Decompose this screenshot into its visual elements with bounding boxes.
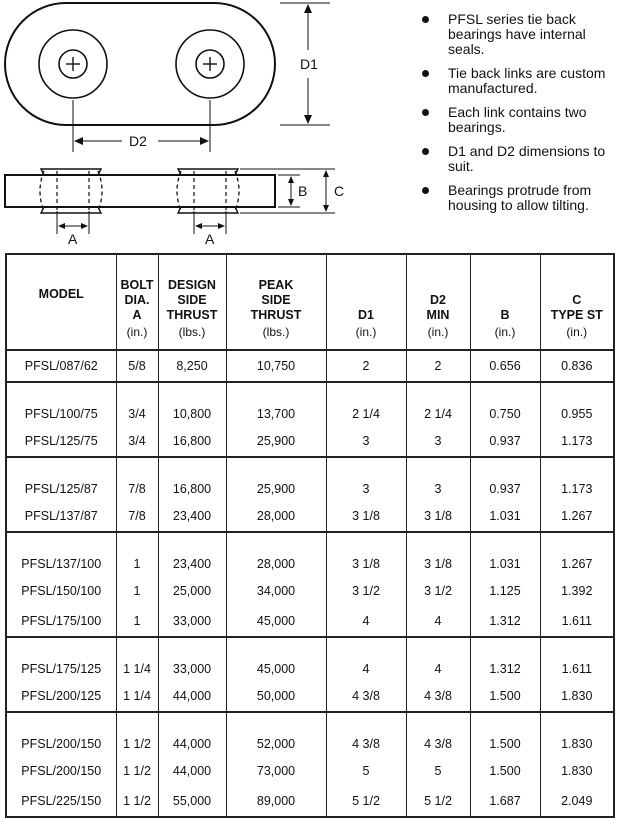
column-header (406, 254, 470, 323)
table-cell: 0.656 (470, 350, 540, 382)
table-cell: PFSL/200/125 (6, 681, 116, 712)
note-item (418, 12, 618, 57)
a-label-left: A (68, 231, 78, 247)
unit-cell (6, 323, 116, 350)
table-cell: 1 (116, 576, 158, 606)
table-row (6, 426, 614, 457)
table-cell: 45,000 (226, 606, 326, 637)
table-cell: 1 1/4 (116, 637, 158, 681)
table-cell: PFSL/137/87 (6, 501, 116, 532)
table-cell: 4 (406, 637, 470, 681)
a-dimension-right (194, 211, 226, 247)
link-side-view (5, 169, 275, 213)
table-cell: 0.836 (540, 350, 614, 382)
column-header-line: THRUST (250, 308, 302, 322)
column-header (540, 254, 614, 323)
table-cell: 2 1/4 (406, 382, 470, 426)
table-cell: 25,000 (158, 576, 226, 606)
unit-cell: (lbs.) (158, 323, 226, 350)
table-cell: 33,000 (158, 606, 226, 637)
column-header (6, 254, 116, 323)
table-cell: 52,000 (226, 712, 326, 756)
table-cell: 3/4 (116, 426, 158, 457)
table-cell: 1.830 (540, 756, 614, 786)
table-cell: 8,250 (158, 350, 226, 382)
table-cell: 1.312 (470, 606, 540, 637)
table-cell: 44,000 (158, 681, 226, 712)
table-cell: PFSL/150/100 (6, 576, 116, 606)
table-row (6, 350, 614, 382)
unit-cell: (in.) (406, 323, 470, 350)
table-row (6, 457, 614, 501)
table-header-row (6, 254, 614, 323)
table-cell: 3 (406, 457, 470, 501)
table-cell: PFSL/175/100 (6, 606, 116, 637)
bullet-icon (422, 16, 429, 23)
table-cell: PFSL/125/87 (6, 457, 116, 501)
table-cell: 3 1/2 (326, 576, 406, 606)
column-header (326, 254, 406, 323)
note-text: Each link contains two bearings. (448, 104, 587, 135)
table-cell: 28,000 (226, 501, 326, 532)
table-cell: PFSL/200/150 (6, 712, 116, 756)
link-top-view (5, 3, 275, 125)
table-cell: 1 1/4 (116, 681, 158, 712)
unit-cell: (in.) (326, 323, 406, 350)
column-header-line: C (572, 293, 582, 307)
specs-table (5, 253, 615, 818)
table-row (6, 756, 614, 786)
table-cell: 3 (326, 426, 406, 457)
table-cell: 4 3/8 (406, 712, 470, 756)
column-header-line: B (500, 308, 510, 322)
note-item (418, 66, 618, 96)
table-cell: 1.830 (540, 681, 614, 712)
table-cell: 1 (116, 606, 158, 637)
column-header (116, 254, 158, 323)
table-cell: 5 1/2 (326, 786, 406, 817)
table-cell: 89,000 (226, 786, 326, 817)
table-cell: 5 (326, 756, 406, 786)
table-cell: 5/8 (116, 350, 158, 382)
b-dimension (278, 175, 307, 207)
table-cell: 1.173 (540, 426, 614, 457)
table-row (6, 786, 614, 817)
table-row (6, 501, 614, 532)
table-cell: 4 3/8 (326, 681, 406, 712)
table-cell: 10,800 (158, 382, 226, 426)
column-header-line: DIA. (124, 293, 150, 307)
table-cell: 1.267 (540, 532, 614, 576)
table-cell: 23,400 (158, 501, 226, 532)
table-cell: 4 (406, 606, 470, 637)
table-row (6, 712, 614, 756)
d2-label: D2 (129, 133, 147, 149)
table-cell: 3 1/8 (326, 501, 406, 532)
bullet-icon (422, 109, 429, 116)
table-cell: 0.937 (470, 457, 540, 501)
table-cell: 1.611 (540, 606, 614, 637)
note-text: Bearings protrude from housing to allow tilting. (448, 182, 592, 213)
column-header (158, 254, 226, 323)
table-cell: 1 1/2 (116, 786, 158, 817)
table-cell: PFSL/200/150 (6, 756, 116, 786)
table-cell: 1.173 (540, 457, 614, 501)
table-cell: 10,750 (226, 350, 326, 382)
note-item (418, 105, 618, 135)
note-text: PFSL series tie back bearings have internal seals. (448, 11, 586, 57)
table-cell: 33,000 (158, 637, 226, 681)
column-header-line: A (132, 308, 142, 322)
column-header-line: THRUST (166, 308, 218, 322)
table-cell: 4 (326, 637, 406, 681)
table-cell: 23,400 (158, 532, 226, 576)
c-label: C (334, 183, 345, 199)
table-cell: 4 3/8 (406, 681, 470, 712)
table-cell: 3/4 (116, 382, 158, 426)
table-cell: 0.937 (470, 426, 540, 457)
table-body (6, 350, 614, 817)
table-cell: PFSL/087/62 (6, 350, 116, 382)
table-cell: 3 (326, 457, 406, 501)
column-header-line: SIDE (177, 293, 207, 307)
notes-list (418, 12, 618, 222)
table-cell: 13,700 (226, 382, 326, 426)
column-header-line: PEAK (258, 278, 294, 292)
table-cell: 1.500 (470, 756, 540, 786)
table-row (6, 637, 614, 681)
table-cell: 25,900 (226, 457, 326, 501)
table-cell: 50,000 (226, 681, 326, 712)
column-header-line: D1 (358, 308, 374, 322)
table-cell: 1.125 (470, 576, 540, 606)
table-cell: 73,000 (226, 756, 326, 786)
table-units-row (6, 323, 614, 350)
table-cell: 2.049 (540, 786, 614, 817)
table-cell: 2 (326, 350, 406, 382)
a-label-right: A (205, 231, 215, 247)
table-cell: 5 1/2 (406, 786, 470, 817)
table-row (6, 606, 614, 637)
table-cell: 28,000 (226, 532, 326, 576)
table-cell: 1.687 (470, 786, 540, 817)
table-cell: 1.830 (540, 712, 614, 756)
table-cell: 1.611 (540, 637, 614, 681)
column-header-line: TYPE ST (550, 308, 603, 322)
specs-table-container (5, 253, 613, 818)
table-cell: 16,800 (158, 426, 226, 457)
table-cell: PFSL/225/150 (6, 786, 116, 817)
column-header (470, 254, 540, 323)
table-cell: 1.312 (470, 637, 540, 681)
table-cell: 3 1/8 (406, 501, 470, 532)
table-cell: 1.031 (470, 501, 540, 532)
table-cell: 55,000 (158, 786, 226, 817)
column-header-line: MODEL (38, 286, 84, 301)
table-cell: 1.267 (540, 501, 614, 532)
table-row (6, 382, 614, 426)
d1-label: D1 (300, 56, 318, 72)
table-cell: 3 1/2 (406, 576, 470, 606)
column-header-line: SIDE (261, 293, 291, 307)
table-cell: 44,000 (158, 756, 226, 786)
table-cell: 3 (406, 426, 470, 457)
table-cell: 1.031 (470, 532, 540, 576)
table-cell: 1.500 (470, 681, 540, 712)
note-text: D1 and D2 dimensions to suit. (448, 143, 606, 174)
column-header-line: D2 (430, 293, 446, 307)
table-row (6, 532, 614, 576)
table-cell: 4 (326, 606, 406, 637)
table-cell: 16,800 (158, 457, 226, 501)
column-header-line: MIN (426, 308, 450, 322)
note-text: Tie back links are custom manufactured. (448, 65, 606, 96)
table-cell: 1.500 (470, 712, 540, 756)
table-cell: PFSL/175/125 (6, 637, 116, 681)
unit-cell: (in.) (116, 323, 158, 350)
column-header-line: BOLT (120, 278, 154, 292)
unit-cell: (lbs.) (226, 323, 326, 350)
table-row (6, 681, 614, 712)
table-cell: 2 1/4 (326, 382, 406, 426)
b-label: B (298, 183, 308, 199)
table-cell: 1 1/2 (116, 712, 158, 756)
table-cell: PFSL/137/100 (6, 532, 116, 576)
unit-cell: (in.) (540, 323, 614, 350)
table-cell: PFSL/100/75 (6, 382, 116, 426)
link-drawing (0, 0, 410, 250)
table-cell: 7/8 (116, 501, 158, 532)
bullet-icon (422, 70, 429, 77)
table-row (6, 576, 614, 606)
column-header-line: DESIGN (168, 278, 216, 292)
table-cell: 44,000 (158, 712, 226, 756)
note-item (418, 144, 618, 174)
table-cell: 3 1/8 (406, 532, 470, 576)
table-cell: 4 3/8 (326, 712, 406, 756)
table-cell: 0.955 (540, 382, 614, 426)
column-header (226, 254, 326, 323)
table-cell: 34,000 (226, 576, 326, 606)
table-cell: 0.750 (470, 382, 540, 426)
unit-cell: (in.) (470, 323, 540, 350)
table-cell: 1 1/2 (116, 756, 158, 786)
table-cell: 3 1/8 (326, 532, 406, 576)
table-cell: 25,900 (226, 426, 326, 457)
table-cell: 1.392 (540, 576, 614, 606)
table-cell: PFSL/125/75 (6, 426, 116, 457)
table-cell: 1 (116, 532, 158, 576)
note-item (418, 183, 618, 213)
a-dimension-left (57, 211, 89, 247)
table-cell: 5 (406, 756, 470, 786)
table-cell: 7/8 (116, 457, 158, 501)
bullet-icon (422, 187, 429, 194)
table-cell: 2 (406, 350, 470, 382)
table-cell: 45,000 (226, 637, 326, 681)
d1-dimension (280, 3, 330, 125)
bullet-icon (422, 148, 429, 155)
